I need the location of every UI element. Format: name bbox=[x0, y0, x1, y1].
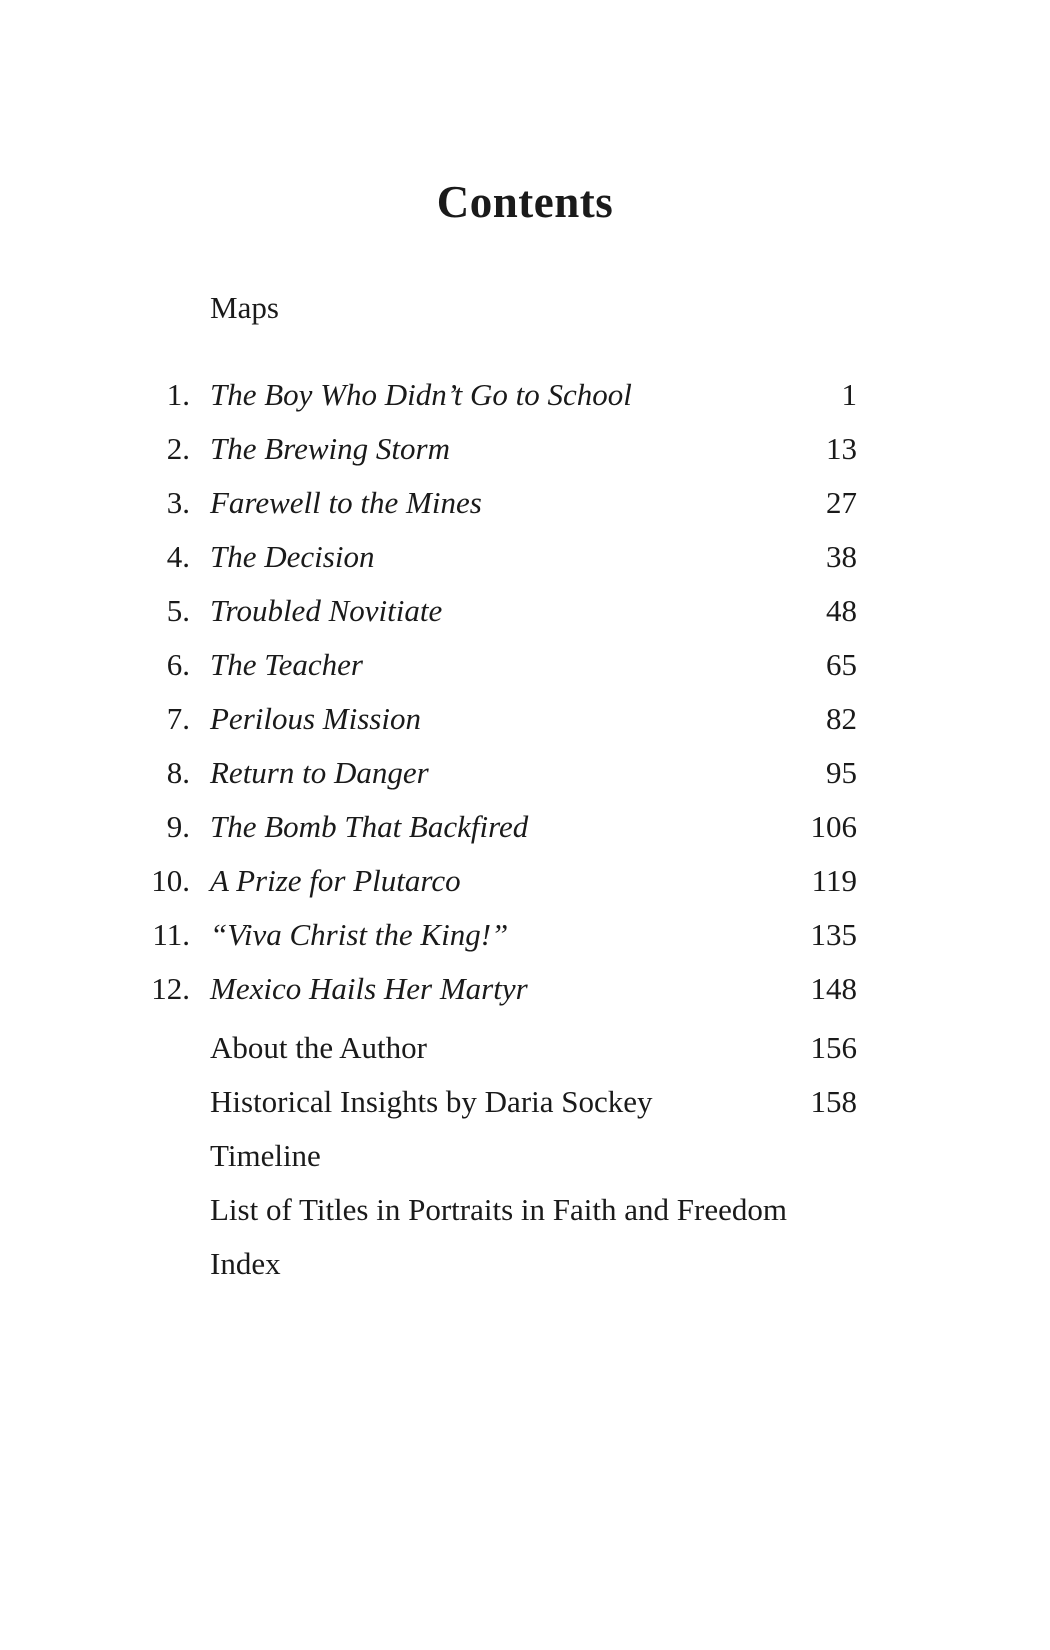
chapter-title: Farewell to the Mines bbox=[210, 485, 482, 520]
chapter-number: 9. bbox=[166, 809, 190, 844]
chapter-title: Return to Danger bbox=[210, 755, 429, 790]
chapter-number: 5. bbox=[166, 593, 190, 628]
chapter-number: 8. bbox=[166, 755, 190, 790]
chapter-title: Troubled Novitiate bbox=[210, 593, 443, 628]
chapter-list bbox=[130, 368, 857, 1016]
section-heading-maps: Maps bbox=[210, 290, 279, 325]
chapter-number: 3. bbox=[166, 485, 190, 520]
toc-chapter-row bbox=[130, 584, 857, 638]
chapter-page-number: 38 bbox=[826, 539, 857, 574]
toc-chapter-row bbox=[130, 854, 857, 908]
chapter-title: “Viva Christ the King!” bbox=[210, 917, 509, 952]
back-matter-title: Index bbox=[210, 1246, 281, 1281]
back-matter-list bbox=[130, 1021, 857, 1291]
chapter-title: The Teacher bbox=[210, 647, 363, 682]
chapter-page-number: 106 bbox=[810, 809, 857, 844]
back-matter-page-number: 158 bbox=[810, 1084, 857, 1119]
toc-back-matter-row bbox=[130, 1129, 857, 1183]
toc-chapter-row bbox=[130, 800, 857, 854]
back-matter-title: Historical Insights by Daria Sockey bbox=[210, 1084, 653, 1119]
toc-chapter-row bbox=[130, 368, 857, 422]
chapter-page-number: 27 bbox=[826, 485, 857, 520]
chapter-page-number: 48 bbox=[826, 593, 857, 628]
back-matter-title: Timeline bbox=[210, 1138, 321, 1173]
toc-chapter-row bbox=[130, 476, 857, 530]
chapter-title: A Prize for Plutarco bbox=[210, 863, 461, 898]
chapter-title: Perilous Mission bbox=[210, 701, 421, 736]
chapter-title: The Boy Who Didn’t Go to School bbox=[210, 377, 632, 412]
chapter-title: Mexico Hails Her Martyr bbox=[210, 971, 528, 1006]
chapter-title: The Brewing Storm bbox=[210, 431, 450, 466]
back-matter-title: About the Author bbox=[210, 1030, 427, 1065]
toc-back-matter-row bbox=[130, 1237, 857, 1291]
chapter-number: 6. bbox=[166, 647, 190, 682]
back-matter-page-number: 156 bbox=[810, 1030, 857, 1065]
chapter-page-number: 82 bbox=[826, 701, 857, 736]
chapter-number: 2. bbox=[166, 431, 190, 466]
chapter-page-number: 65 bbox=[826, 647, 857, 682]
chapter-number: 12. bbox=[151, 971, 190, 1006]
toc-chapter-row bbox=[130, 422, 857, 476]
chapter-number: 11. bbox=[152, 917, 190, 952]
back-matter-title: List of Titles in Portraits in Faith and Freedom bbox=[210, 1192, 787, 1227]
toc-chapter-row bbox=[130, 908, 857, 962]
chapter-page-number: 119 bbox=[811, 863, 857, 898]
toc-chapter-row bbox=[130, 530, 857, 584]
chapter-title: The Decision bbox=[210, 539, 375, 574]
toc-chapter-row bbox=[130, 962, 857, 1016]
chapter-page-number: 1 bbox=[841, 377, 857, 412]
toc-back-matter-row bbox=[130, 1075, 857, 1129]
chapter-title: The Bomb That Backfired bbox=[210, 809, 529, 844]
page-title: Contents bbox=[436, 177, 614, 227]
toc-chapter-row bbox=[130, 746, 857, 800]
toc-chapter-row bbox=[130, 692, 857, 746]
chapter-page-number: 95 bbox=[826, 755, 857, 790]
chapter-number: 10. bbox=[151, 863, 190, 898]
chapter-page-number: 13 bbox=[826, 431, 857, 466]
chapter-page-number: 135 bbox=[810, 917, 857, 952]
toc-back-matter-row bbox=[130, 1183, 857, 1237]
chapter-number: 4. bbox=[166, 539, 190, 574]
chapter-page-number: 148 bbox=[810, 971, 857, 1006]
toc-back-matter-row bbox=[130, 1021, 857, 1075]
chapter-number: 1. bbox=[166, 377, 190, 412]
toc-chapter-row bbox=[130, 638, 857, 692]
chapter-number: 7. bbox=[166, 701, 190, 736]
